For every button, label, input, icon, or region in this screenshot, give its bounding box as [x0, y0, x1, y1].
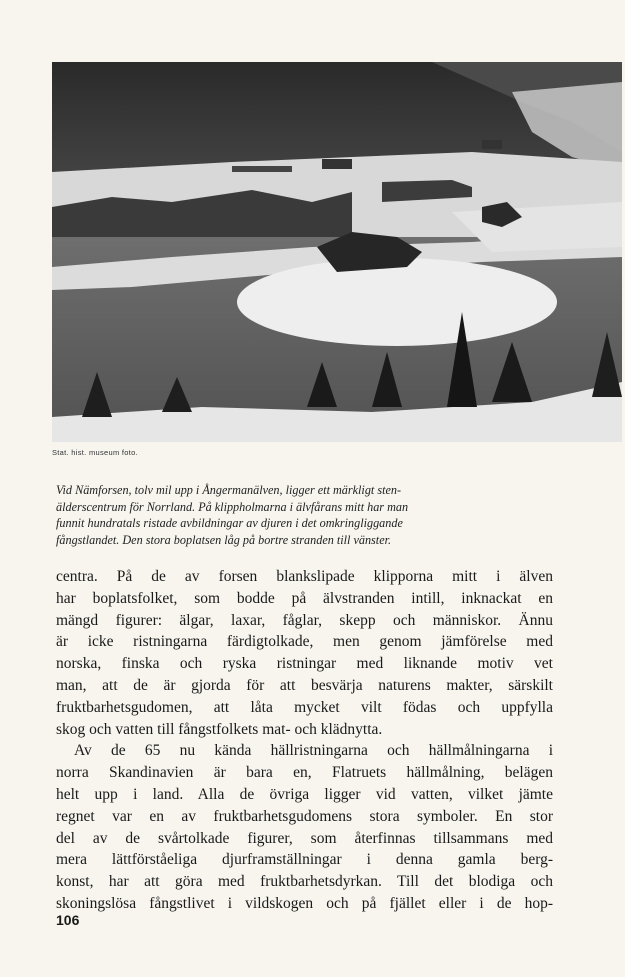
- caption-line: älderscentrum för Norrland. På klippholmarna i älvfårans mitt har man: [56, 499, 409, 514]
- body-line: är icke ristningarna färdigtolkade, men genom jämförelse med: [56, 633, 553, 651]
- photo-credit: Stat. hist. museum foto.: [52, 448, 138, 457]
- body-line: norska, finska och ryska ristningar med liknande motiv vet: [56, 655, 553, 673]
- body-line: mängd figurer: älgar, laxar, fåglar, skepp och människor. Ännu: [56, 611, 553, 629]
- body-line: skog och vatten till fångstfolkets mat- och klädnytta.: [56, 720, 383, 738]
- body-line: helt upp i land. Alla de övriga ligger vid vatten, vilket jämte: [56, 785, 553, 803]
- body-line: man, att de är gjorda för att besvärja naturens makter, särskilt: [56, 676, 553, 694]
- body-line: regnet var en av fruktbarhetsgudomens stora symboler. En stor: [56, 807, 553, 825]
- caption-line: fångstlandet. Den stora boplatsen låg på bortre stranden till vänster.: [56, 532, 392, 547]
- body-line: centra. På de av forsen blankslipade klipporna mitt i älven: [56, 568, 553, 585]
- body-line: mera lättförståeliga djurframställningar i denna gamla berg-: [56, 851, 553, 869]
- caption-line: funnit hundratals ristade avbildningar av djuren i det omkringliggande: [56, 516, 403, 530]
- body-line: norra Skandinavien är bara en, Flatruets hällmålning, belägen: [56, 764, 553, 782]
- body-line: del av de svårtolkade figurer, som återfinnas tillsammans med: [56, 829, 553, 847]
- landscape-photo-icon: [52, 62, 622, 442]
- body-line: fruktbarhetsgudomen, att låta mycket vilt födas och uppfylla: [56, 698, 553, 716]
- photo-caption: [56, 482, 506, 548]
- caption-line: Vid Nämforsen, tolv mil upp i Ångermanälven, ligger ett märkligt sten-: [56, 483, 402, 497]
- page-number: 106: [56, 912, 80, 928]
- body-text: [56, 566, 553, 915]
- body-line: har boplatsfolket, som bodde på älvstranden intill, inknackat en: [56, 589, 553, 607]
- body-line: skoningslösa fångstlivet i vildskogen och på fjället eller i de hop-: [56, 894, 553, 912]
- body-line: Av de 65 nu kända hällristningarna och hällmålningarna i: [74, 742, 553, 760]
- body-line: konst, har att göra med fruktbarhetsdyrkan. Till det blodiga och: [56, 873, 553, 891]
- landscape-photo: [52, 62, 622, 442]
